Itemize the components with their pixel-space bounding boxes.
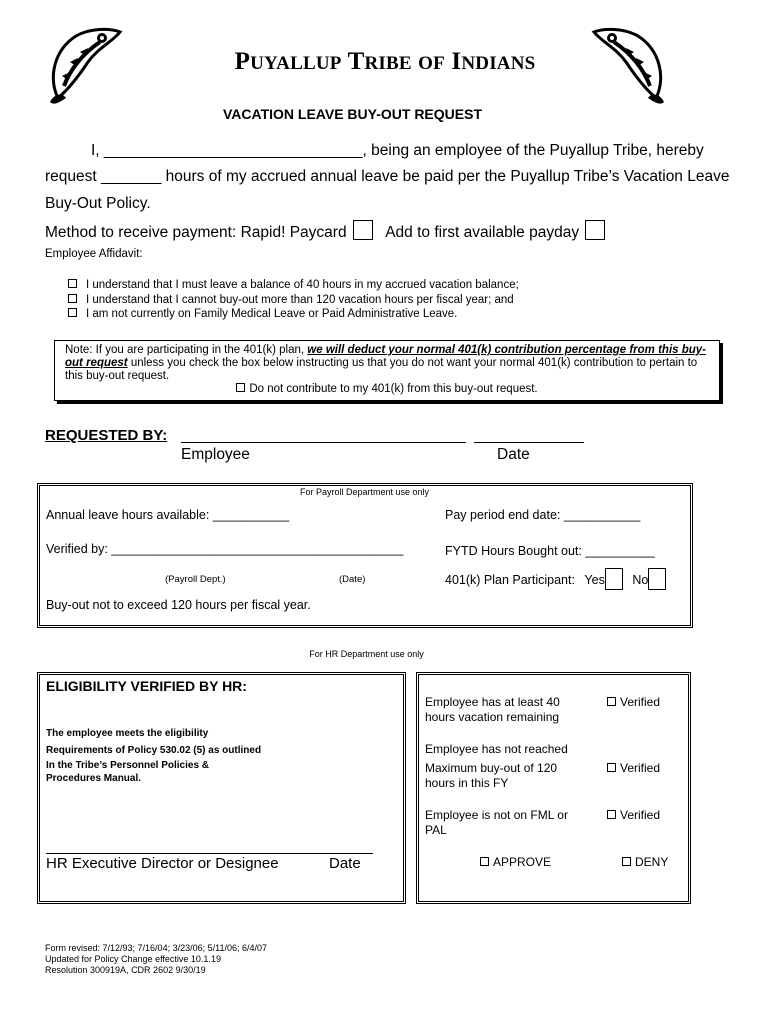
check-leave-status: Employee is not on FML or PAL	[425, 808, 568, 837]
payroll-caption: For Payroll Department use only	[299, 487, 430, 497]
paycard-label: Rapid! Paycard	[240, 224, 347, 241]
no-401k-checkbox[interactable]	[236, 383, 245, 392]
check-max-buyout-b: Maximum buy-out of 120 hours in this FY	[425, 761, 558, 790]
payroll-dept-caption: (Payroll Dept.)	[165, 574, 226, 585]
verified-by-field[interactable]: Verified by: __________________________________________	[46, 542, 404, 556]
check-vacation-balance: Employee has at least 40 hours vacation remaining	[425, 695, 560, 724]
employee-signature-line[interactable]	[181, 442, 466, 443]
affidavit-item: I understand that I cannot buy-out more than 120 vacation hours per fiscal year; and	[68, 293, 519, 308]
affidavit-checkbox-1[interactable]	[68, 279, 77, 288]
verified-option-2[interactable]: Verified	[607, 761, 660, 775]
affidavit-checkbox-2[interactable]	[68, 294, 77, 303]
verified-option-3[interactable]: Verified	[607, 808, 660, 822]
employee-caption: Employee	[181, 446, 250, 463]
check-max-buyout-a: Employee has not reached	[425, 742, 568, 756]
hr-date-caption: Date	[329, 855, 361, 872]
hr-signature-line[interactable]	[46, 853, 373, 854]
payday-label: Add to first available payday	[385, 224, 580, 241]
organization-title: PUYALLUP TRIBE OF INDIANS	[234, 48, 536, 75]
affidavit-item: I am not currently on Family Medical Leave or Paid Administrative Leave.	[68, 307, 519, 322]
requested-by-label: REQUESTED BY:	[45, 427, 168, 444]
plan-yes-checkbox[interactable]	[605, 568, 623, 590]
hr-caption: For HR Department use only	[309, 649, 424, 659]
payroll-date-caption: (Date)	[339, 574, 366, 585]
approve-option[interactable]: APPROVE	[480, 855, 551, 869]
statement-line-2: request _______ hours of my accrued annual leave be paid per the Puyallup Tribe’s Vacation Leave	[45, 168, 730, 185]
eligibility-heading: ELIGIBILITY VERIFIED BY HR:	[46, 678, 247, 694]
buyout-limit-text: Buy-out not to exceed 120 hours per fiscal year.	[46, 598, 311, 612]
affidavit-list	[68, 278, 519, 322]
deny-option[interactable]: DENY	[622, 855, 668, 869]
date-caption: Date	[497, 446, 530, 463]
method-label: Method to receive payment:	[45, 224, 237, 241]
statement-line-1: I, ______________________________, being an employee of the Puyallup Tribe, hereby	[91, 142, 704, 159]
request-date-line[interactable]	[474, 442, 584, 443]
plan-no-checkbox[interactable]	[648, 568, 666, 590]
pay-period-field[interactable]: Pay period end date: ___________	[445, 508, 641, 522]
payday-checkbox[interactable]	[585, 220, 605, 240]
affidavit-checkbox-3[interactable]	[68, 308, 77, 317]
form-title: VACATION LEAVE BUY-OUT REQUEST	[222, 106, 482, 122]
statement-line-3: Buy-Out Policy.	[45, 195, 151, 212]
verified-option-1[interactable]: Verified	[607, 695, 660, 709]
fytd-field[interactable]: FYTD Hours Bought out: __________	[445, 544, 655, 558]
no-401k-option: Do not contribute to my 401(k) from this buy-out request.	[65, 383, 709, 396]
annual-leave-field[interactable]: Annual leave hours available: ___________	[46, 508, 290, 522]
revision-footer: Form revised: 7/12/93; 7/16/04; 3/23/06; 5/11/06; 6/4/07 Updated for Policy Change effective 10.1.19 Resolution 300919A, CDR 2602 9/30/19	[45, 943, 267, 975]
plan-participant-row: 401(k) Plan Participant: Yes No	[445, 568, 666, 590]
affidavit-item: I understand that I must leave a balance of 40 hours in my accrued vacation balance;	[68, 278, 519, 293]
affidavit-heading: Employee Affidavit:	[45, 248, 143, 260]
eligibility-statement: The employee meets the eligibility Requirements of Policy 530.02 (5) as outlined In the Tribe’s Personnel Policies & Procedures Manual.	[46, 728, 262, 784]
retirement-note-box: Note: If you are participating in the 401(k) plan, we will deduct your normal 401(k) contribution percentage from this buy-out request unless you check the box below instructing us that you do not want your normal 401(k) contribution to pertain to this buy-out request. Do not contribute to my 401(k) from this buy-out request.	[54, 340, 720, 401]
payment-method-row	[45, 220, 605, 242]
hr-signer-caption: HR Executive Director or Designee	[46, 855, 279, 872]
paycard-checkbox[interactable]	[353, 220, 373, 240]
